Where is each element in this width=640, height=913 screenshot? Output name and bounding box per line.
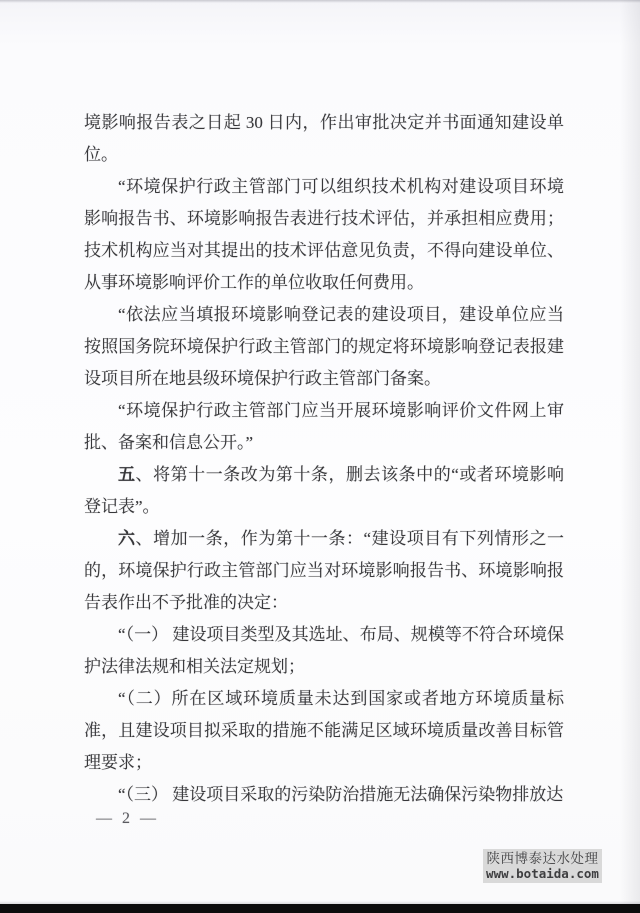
paragraph-text: “依法应当填报环境影响登记表的建设项目，建设单位应当按照国务院环境保护行政主管部门的规定将环境影响登记表报建设项目所在地县级环境保护行政主管部门备案。 (84, 305, 564, 388)
paragraph-text: “环境保护行政主管部门可以组织技术机构对建设项目环境影响报告书、环境影响报告表进行技术评估，并承担相应费用；技术机构应当对其提出的技术评估意见负责，不得向建设单位、从事环境影响评价工作的单位收取任何费用。 (84, 177, 564, 292)
paragraph (84, 299, 564, 395)
scan-top-edge (0, 0, 640, 3)
scan-bottom-black-bar (0, 904, 640, 913)
watermark-company-name: 陕西博泰达水处理 (486, 851, 599, 866)
paragraph (84, 779, 564, 811)
paragraph-text: 、增加一条，作为第十一条：“建设项目有下列情形之一的，环境保护行政主管部门应当对环境影响报告书、环境影响报告表作出不予批准的决定： (84, 529, 565, 612)
document-text-block (84, 107, 564, 811)
paragraph-text: “环境保护行政主管部门应当开展环境影响评价文件网上审批、备案和信息公开。” (84, 401, 564, 452)
paragraph-text: 、将第十一条改为第十条，删去该条中的“或者环境影响登记表”。 (84, 465, 565, 516)
paragraph (84, 107, 564, 171)
item-number: 六 (118, 529, 136, 548)
paragraph (84, 619, 564, 683)
page-number: — 2 — (96, 810, 159, 827)
paragraph (84, 171, 564, 299)
watermark-badge (483, 849, 602, 883)
paragraph (84, 523, 564, 619)
paragraph-text: 境影响报告表之日起 30 日内，作出审批决定并书面通知建设单位。 (84, 113, 564, 164)
item-number: 五 (118, 465, 136, 484)
paragraph-text: “（一） 建设项目类型及其选址、布局、规模等不符合环境保护法律法规和相关法定规划； (84, 625, 564, 676)
scan-right-edge (620, 0, 640, 913)
watermark-website-url: www.botaida.com (486, 866, 599, 881)
paragraph (84, 459, 564, 523)
paragraph-text: “（二）所在区域环境质量未达到国家或者地方环境质量标准，且建设项目拟采取的措施不能满足区域环境质量改善目标管理要求； (84, 689, 564, 772)
paragraph-text: “（三） 建设项目采取的污染防治措施无法确保污染物排放达 (118, 785, 564, 804)
paragraph (84, 683, 564, 779)
paragraph (84, 395, 564, 459)
